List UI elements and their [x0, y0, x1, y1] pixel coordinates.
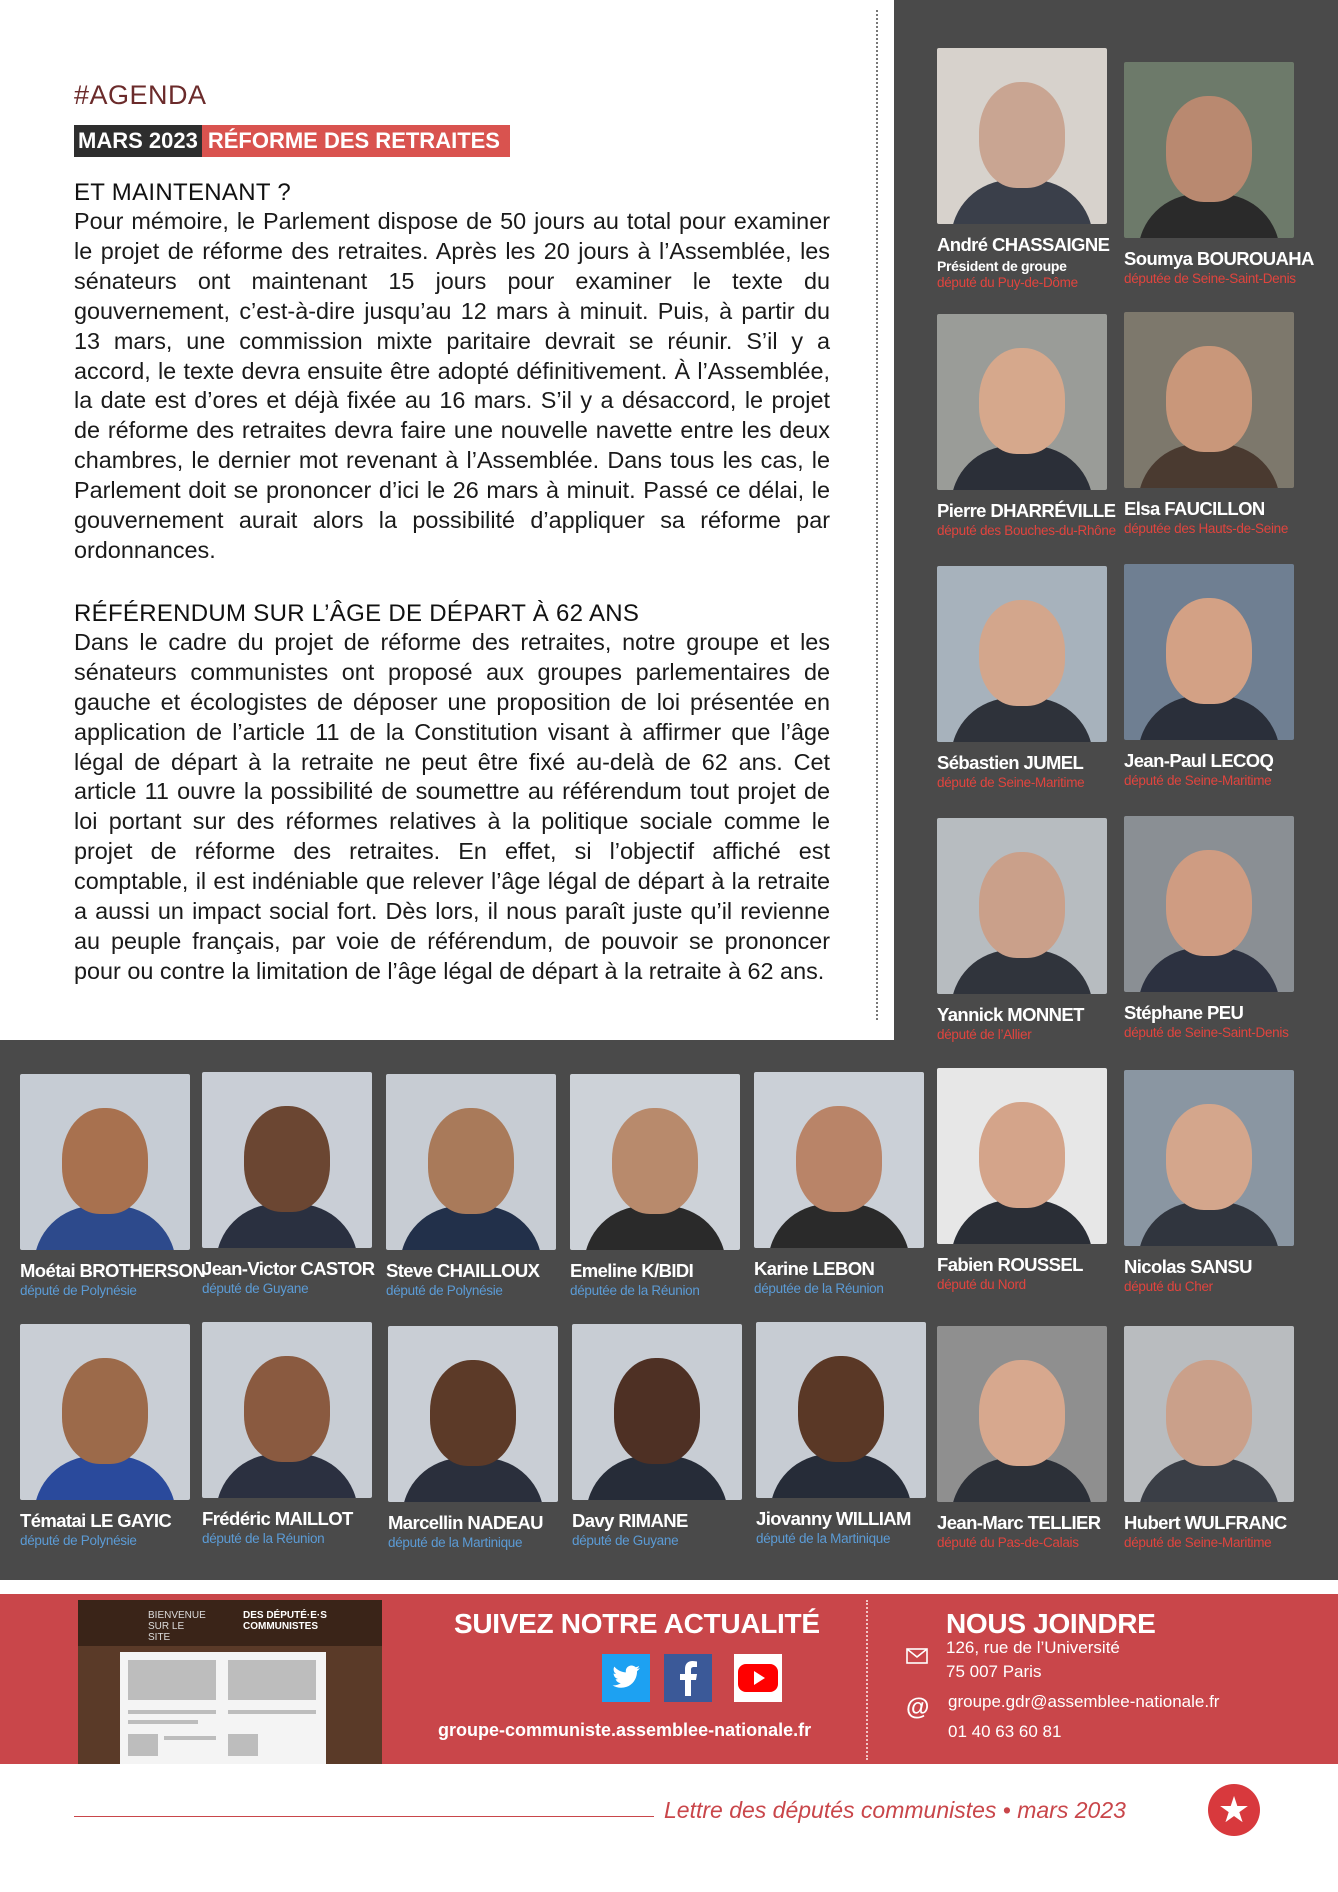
- deputy-photo: [20, 1324, 190, 1500]
- deputy-name: Elsa FAUCILLON: [1124, 498, 1265, 519]
- deputy-constituency: député du Nord: [937, 1277, 1026, 1292]
- follow-title: SUIVEZ NOTRE ACTUALITÉ: [454, 1608, 820, 1639]
- deputy-name: Yannick MONNET: [937, 1004, 1084, 1025]
- address-line-1: 126, rue de l’Université: [946, 1638, 1120, 1657]
- deputy-name: Karine LEBON: [754, 1258, 875, 1279]
- deputy-photo-face: [244, 1356, 330, 1462]
- section-text-referendum: Dans le cadre du projet de réforme des retraites, notre groupe et les sénateurs communistes ont proposé aux groupes parlementaires de gauche et écologistes de déposer une proposition de loi présentée en application de l’article 11 de la Constitution visant à affirmer que l’âge légal de départ à la retraite ne peut être fixé au-delà de 62 ans. Cet article 11 ouvre la possibilité de soumettre au référendum tout projet de loi portant sur des réformes relatives à la politique sociale comme le projet de réforme des retraites. En effet, si l’objectif affiché est comptable, il est indéniable que relever l’âge légal de départ à la retraite a aussi un impact social fort. Dès lors, il nous paraît juste qu’il revienne au peuple français, par voie de référendum, de pouvoir se prononcer pour ou contre la limitation de l’âge légal de départ à la retraite à 62 ans.: [74, 628, 830, 984]
- deputy-card: [937, 1326, 1123, 1550]
- deputy-card: [572, 1324, 758, 1548]
- deputy-photo-face: [979, 852, 1065, 958]
- deputy-constituency: député de Polynésie: [20, 1283, 137, 1298]
- deputy-constituency: députée de la Réunion: [570, 1283, 700, 1298]
- deputy-card: [1124, 564, 1310, 788]
- newsletter-footer-title: Lettre des députés communistes • mars 2023: [664, 1797, 1126, 1823]
- deputy-name: Tématai LE GAYIC: [20, 1510, 172, 1531]
- deputy-constituency: député de Seine-Saint-Denis: [1124, 1025, 1289, 1040]
- deputy-photo-face: [979, 348, 1065, 454]
- deputy-photo: [937, 566, 1107, 742]
- deputy-photo: [756, 1322, 926, 1498]
- envelope-icon: [906, 1644, 928, 1670]
- deputy-photo-face: [979, 600, 1065, 706]
- deputy-card: [1124, 1070, 1310, 1294]
- deputy-photo: [1124, 564, 1294, 740]
- deputy-constituency: député de Seine-Maritime: [1124, 1535, 1272, 1550]
- deputy-photo: [937, 314, 1107, 490]
- deputy-photo-face: [62, 1108, 148, 1214]
- deputy-photo: [202, 1322, 372, 1498]
- deputy-card: [386, 1074, 572, 1298]
- deputy-photo-face: [1166, 850, 1252, 956]
- deputy-name: Pierre DHARRÉVILLE: [937, 500, 1116, 521]
- facebook-icon[interactable]: [664, 1654, 712, 1702]
- deputy-card: [202, 1322, 388, 1546]
- deputy-photo-face: [430, 1360, 516, 1466]
- deputy-photo-face: [1166, 1104, 1252, 1210]
- deputy-constituency: députée de Seine-Saint-Denis: [1124, 271, 1296, 286]
- deputy-name: Steve CHAILLOUX: [386, 1260, 540, 1281]
- thumbnail-page: [120, 1652, 326, 1764]
- section-title-now: ET MAINTENANT ?: [74, 179, 291, 206]
- deputy-name: Sébastien JUMEL: [937, 752, 1084, 773]
- deputy-name: Davy RIMANE: [572, 1510, 688, 1531]
- deputy-card: [388, 1326, 574, 1550]
- deputy-photo: [388, 1326, 558, 1502]
- deputy-name: Jean-Marc TELLIER: [937, 1512, 1101, 1533]
- at-icon: @: [906, 1694, 930, 1721]
- deputy-name: Stéphane PEU: [1124, 1002, 1244, 1023]
- section-title-referendum: RÉFÉRENDUM SUR L’ÂGE DE DÉPART À 62 ANS: [74, 599, 640, 627]
- deputy-photo: [202, 1072, 372, 1248]
- deputy-name: Soumya BOUROUAHA: [1124, 248, 1314, 269]
- deputy-photo-face: [796, 1106, 882, 1212]
- deputy-photo-face: [979, 82, 1065, 188]
- deputy-photo: [20, 1074, 190, 1250]
- deputy-name: Jean-Victor CASTOR: [202, 1258, 375, 1279]
- deputy-constituency: député des Bouches-du-Rhône: [937, 523, 1116, 538]
- deputy-photo-face: [1166, 1360, 1252, 1466]
- deputy-photo: [937, 1068, 1107, 1244]
- deputy-constituency: députée des Hauts-de-Seine: [1124, 521, 1289, 536]
- deputy-constituency: député de la Martinique: [388, 1535, 523, 1550]
- deputy-card: [1124, 1326, 1310, 1550]
- section-text-now: Pour mémoire, le Parlement dispose de 50 jours au total pour examiner le projet de réforme des retraites. Après les 20 jours à l’Assemblée, les sénateurs ont maintenant 15 jours pour examiner le texte du gouvernement, c’est-à-dire jusqu’au 12 mars à minuit. Puis, à partir du 13 mars, une commission mixte paritaire devrait se réunir. S’il y a accord, le texte devra ensuite être adopté définitivement. À l’Assemblée, la date est d’ores et déjà fixée au 16 mars. S’il y a désaccord, le projet de réforme des retraites devra faire une nouvelle navette entre les deux chambres, le dernier mot revenant à l’Assemblée. Dans tous les cas, le Parlement doit se prononcer d’ici le 26 mars à minuit. Passé ce délai, le gouvernement aurait alors la possibilité d’appliquer sa réforme par ordonnances.: [74, 208, 830, 563]
- youtube-icon[interactable]: [734, 1654, 782, 1702]
- deputy-card: [937, 314, 1123, 538]
- deputy-constituency: député de Seine-Maritime: [1124, 773, 1272, 788]
- site-url-link[interactable]: groupe-communiste.assemblee-nationale.fr: [438, 1720, 812, 1740]
- deputy-photo: [937, 1326, 1107, 1502]
- deputy-constituency: député de l’Allier: [937, 1027, 1032, 1042]
- footer-band: [0, 1594, 1338, 1764]
- join-title: NOUS JOINDRE: [946, 1608, 1156, 1639]
- hashtag-agenda: #AGENDA: [74, 80, 207, 110]
- deputy-photo: [754, 1072, 924, 1248]
- deputy-photo: [1124, 1326, 1294, 1502]
- deputy-photo-face: [244, 1106, 330, 1212]
- deputy-photo: [937, 48, 1107, 224]
- topic-tag-bar: [74, 125, 830, 157]
- deputy-constituency: député de Seine-Maritime: [937, 775, 1085, 790]
- deputy-name: Jiovanny WILLIAM: [756, 1508, 911, 1529]
- phone-number: 01 40 63 60 81: [948, 1722, 1062, 1741]
- deputy-name: Moétai BROTHERSON: [20, 1260, 206, 1281]
- website-thumbnail[interactable]: [78, 1600, 382, 1764]
- deputy-constituency: député de Guyane: [572, 1533, 679, 1548]
- deputy-card: [756, 1322, 942, 1546]
- address-line-2: 75 007 Paris: [946, 1662, 1042, 1681]
- deputy-constituency: députée de la Réunion: [754, 1281, 884, 1296]
- deputy-constituency: député de Guyane: [202, 1281, 309, 1296]
- deputy-photo: [572, 1324, 742, 1500]
- deputy-card: [202, 1072, 388, 1296]
- tag-date: MARS 2023: [74, 125, 202, 157]
- deputy-card: [1124, 62, 1314, 286]
- deputy-photo: [1124, 1070, 1294, 1246]
- deputy-card: [937, 566, 1123, 790]
- deputy-constituency: député de Polynésie: [20, 1533, 137, 1548]
- deputy-name: Nicolas SANSU: [1124, 1256, 1252, 1277]
- deputy-constituency: député de la Martinique: [756, 1531, 891, 1546]
- deputy-photo: [386, 1074, 556, 1250]
- deputy-card: [20, 1074, 206, 1298]
- deputy-card: [937, 818, 1123, 1042]
- thumbnail-welcome: BIENVENUE SUR LE SITE: [148, 1610, 206, 1643]
- deputy-card: [570, 1074, 756, 1298]
- deputy-name: Fabien ROUSSEL: [937, 1254, 1083, 1275]
- deputy-photo: [1124, 312, 1294, 488]
- bottom-rule: [74, 1816, 654, 1817]
- deputy-photo-face: [1166, 346, 1252, 452]
- deputy-photo: [937, 818, 1107, 994]
- deputy-constituency: député de Polynésie: [386, 1283, 503, 1298]
- deputy-photo-face: [62, 1358, 148, 1464]
- tag-topic: RÉFORME DES RETRAITES: [202, 125, 510, 157]
- star-logo-icon: ★: [1208, 1784, 1260, 1836]
- deputy-name: André CHASSAIGNE: [937, 234, 1110, 255]
- deputy-constituency: député du Puy-de-Dôme: [937, 275, 1078, 290]
- deputy-name: Marcellin NADEAU: [388, 1512, 543, 1533]
- deputy-photo-face: [612, 1108, 698, 1214]
- deputy-card: [937, 1068, 1123, 1292]
- deputy-card: [754, 1072, 940, 1296]
- deputy-role: Président de groupe: [937, 258, 1067, 274]
- deputy-name: Frédéric MAILLOT: [202, 1508, 353, 1529]
- deputy-constituency: député du Cher: [1124, 1279, 1213, 1294]
- deputy-name: Jean-Paul LECOQ: [1124, 750, 1274, 771]
- deputy-name: Hubert WULFRANC: [1124, 1512, 1287, 1533]
- deputy-card: [1124, 816, 1310, 1040]
- deputy-card: [937, 48, 1123, 290]
- deputy-photo: [1124, 62, 1294, 238]
- deputy-photo: [570, 1074, 740, 1250]
- deputy-photo-face: [1166, 598, 1252, 704]
- deputy-photo-face: [428, 1108, 514, 1214]
- deputy-constituency: député du Pas-de-Calais: [937, 1535, 1079, 1550]
- agenda-article: [74, 80, 830, 987]
- deputy-name: Emeline K/BIDI: [570, 1260, 694, 1281]
- deputy-photo-face: [798, 1356, 884, 1462]
- deputy-card: [1124, 312, 1310, 536]
- deputy-photo-face: [979, 1360, 1065, 1466]
- deputy-photo: [1124, 816, 1294, 992]
- thumbnail-site-name: DES DÉPUTÉ·E·S COMMUNISTES: [243, 1610, 327, 1632]
- footer-divider: [866, 1600, 868, 1760]
- deputy-card: [20, 1324, 206, 1548]
- deputy-constituency: député de la Réunion: [202, 1531, 325, 1546]
- deputy-photo-face: [979, 1102, 1065, 1208]
- column-divider: [876, 10, 878, 1020]
- deputy-photo-face: [614, 1358, 700, 1464]
- deputy-photo-face: [1166, 96, 1252, 202]
- twitter-icon[interactable]: [602, 1654, 650, 1702]
- email-link[interactable]: groupe.gdr@assemblee-nationale.fr: [948, 1692, 1220, 1711]
